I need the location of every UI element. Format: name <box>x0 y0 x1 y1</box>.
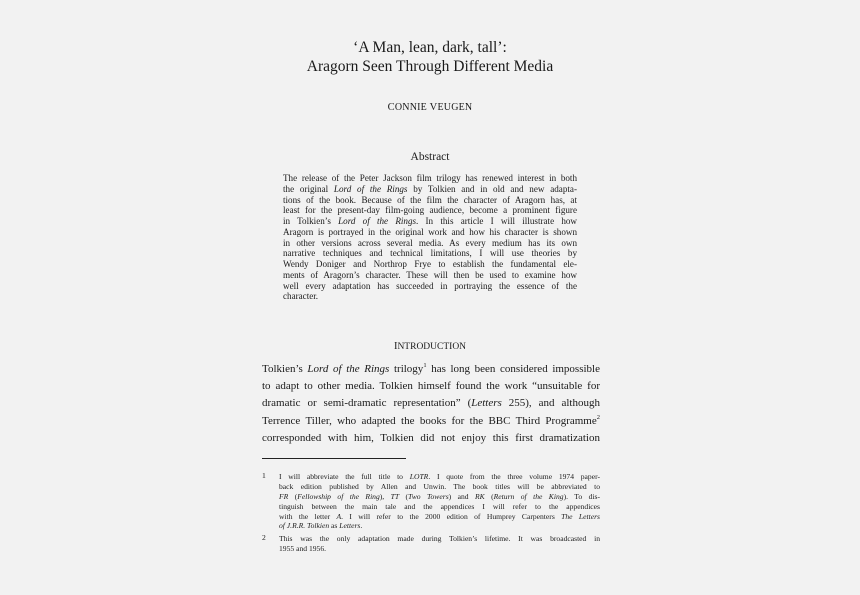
introduction-heading <box>0 341 860 352</box>
introduction-heading-rest: NTRODUCTION <box>397 342 467 352</box>
footnote-ref: 1 <box>423 362 427 369</box>
text-line: in other versions across several media. As every medium has its own <box>283 237 577 248</box>
footnote-number: 1 <box>262 471 266 480</box>
text-line: back edition published by Allen and Unwin. The book titles will be abbreviated to <box>279 481 600 491</box>
text-line: tions of the book. Because of the film the character of Aragorn has, at <box>283 194 577 205</box>
author-last-initial: V <box>429 102 438 113</box>
text-line: This was the only adaptation made during Tolkien’s lifetime. It was broadcasted in <box>279 534 600 544</box>
author-last-rest: EUGEN <box>437 102 473 113</box>
footnote-2 <box>262 534 602 554</box>
abstract-text <box>283 173 577 302</box>
footnote-text <box>279 534 600 554</box>
footnote-text <box>279 472 600 531</box>
footnotes <box>262 472 602 557</box>
text-line: dramatic or semi-dramatic representation” (Letters 255), and although <box>262 397 600 410</box>
text-line: I will abbreviate the full title to LOTR. I quote from the three volume 1974 paper- <box>279 472 601 481</box>
title-line-2: Aragorn Seen Through Different Media <box>306 58 554 75</box>
footnote-number: 2 <box>262 533 266 543</box>
text-line: FR (Fellowship of the Ring), TT (Two Towers) and RK (Return of the King). To dis- <box>279 491 600 501</box>
text-line: to adapt to other media. Tolkien himself found the work “unsuitable for <box>262 380 600 393</box>
text-line: Wendy Doniger and Northrop Frye to establish the fundamental ele- <box>283 259 577 269</box>
text-line: The release of the Peter Jackson film trilogy has renewed interest in both <box>283 173 577 183</box>
text-line: Tolkien’s Lord of the Rings trilogy$^1$ has long been considered impossible <box>262 362 600 375</box>
text-line: narrative techniques and technical limitations, I will use theories by <box>283 248 577 259</box>
text-line: the original Lord of the Rings by Tolkien and in old and new adapta- <box>283 183 577 194</box>
text-line: well every adaptation has succeeded in portraying the essence of the <box>283 280 577 291</box>
footnote-ref: 2 <box>596 413 600 421</box>
text-line: ments of Aragorn’s character. These will then be used to examine how <box>283 269 577 280</box>
introduction-paragraph <box>262 361 600 447</box>
title-line-1: ‘A Man, lean, dark, tall’: <box>353 39 507 56</box>
author-name <box>0 102 860 113</box>
text-line: Terrence Tiller, who adapted the books for the BBC Third Programme$^2$ <box>262 413 600 427</box>
footnote-divider <box>262 458 406 459</box>
text-line: in Tolkien’s Lord of the Rings. In this article I will illustrate how <box>283 216 577 226</box>
text-line: 1955 and 1956. <box>279 544 327 554</box>
text-line: Aragorn is portrayed in the original work and how his character is shown <box>283 226 577 237</box>
author-first-rest: ONNIE <box>394 102 427 113</box>
footnote-1 <box>262 472 602 531</box>
text-line: tinguish between the main tale and the appendices I will refer to the appendices <box>279 501 600 511</box>
text-line: corresponded with him, Tolkien did not enjoy this first dramatization <box>262 431 600 444</box>
introduction-heading-initial: I <box>393 341 398 352</box>
abstract-heading: Abstract <box>410 151 450 163</box>
text-line: character. <box>283 291 319 302</box>
text-line: least for the present-day film-going audience, become a prominent figure <box>283 205 577 216</box>
text-line: with the letter A. I will refer to the 2000 edition of Humprey Carpenters The Letters <box>279 511 601 521</box>
author-first-initial: C <box>387 102 395 113</box>
text-line: of J.R.R. Tolkien as Letters. <box>279 521 363 531</box>
